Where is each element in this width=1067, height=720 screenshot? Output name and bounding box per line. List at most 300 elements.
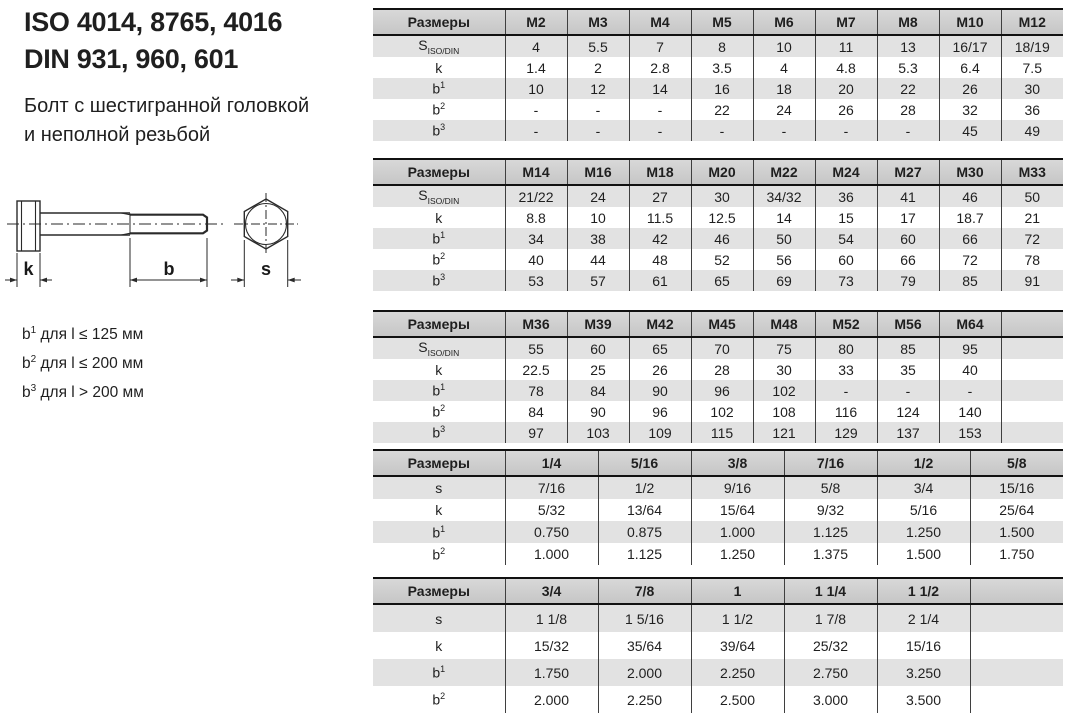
table-header-row: [373, 159, 1063, 185]
row-label: $b^2$: [432, 691, 446, 708]
table-cell: 72: [1001, 228, 1063, 249]
table-cell: [1001, 359, 1063, 380]
table-cell: 41: [877, 185, 939, 207]
table-cell: 13/64: [598, 499, 691, 521]
k-dimension-label: k: [23, 259, 34, 279]
table-cell: 39/64: [691, 632, 784, 659]
table-cell: 25/32: [784, 632, 877, 659]
table-cell: [970, 632, 1063, 659]
column-header: 7/16: [784, 450, 877, 476]
table-inch-small: [373, 449, 1063, 565]
table-cell: 72: [939, 249, 1001, 270]
column-header: M27: [877, 159, 939, 185]
table-cell: 5/16: [877, 499, 970, 521]
table-cell: 84: [567, 380, 629, 401]
table-cell: 18.7: [939, 207, 1001, 228]
table-cell: 4: [505, 35, 567, 57]
table-cell: -: [815, 380, 877, 401]
row-label: $b^2$: [432, 251, 446, 268]
bolt-side-view: [7, 201, 223, 251]
table-cell: 1.000: [691, 521, 784, 543]
table-cell: 35/64: [598, 632, 691, 659]
row-label: k: [435, 502, 443, 518]
column-header: M64: [939, 311, 1001, 337]
table-cell: 22: [877, 78, 939, 99]
column-header: M3: [567, 9, 629, 35]
table-cell: 56: [753, 249, 815, 270]
table-cell: 1 1/8: [505, 604, 598, 632]
row-label: $b^1$: [432, 523, 446, 541]
table-cell: 95: [939, 337, 1001, 359]
table-cell: -: [877, 380, 939, 401]
row-label: $b^1$: [432, 230, 446, 247]
table-cell: 65: [691, 270, 753, 291]
table-cell: 24: [567, 185, 629, 207]
table-cell: 1/2: [598, 476, 691, 499]
row-label: $b^2$: [432, 403, 446, 420]
table-row: [373, 543, 1063, 565]
hex-front-view: [234, 193, 298, 255]
column-header: M48: [753, 311, 815, 337]
table-cell: 129: [815, 422, 877, 443]
table-cell: 153: [939, 422, 1001, 443]
sizes-header-cell: Размеры: [373, 311, 505, 337]
table-cell: 48: [629, 249, 691, 270]
table-row: [373, 476, 1063, 499]
table-cell: 17: [877, 207, 939, 228]
table-cell: 5/32: [505, 499, 598, 521]
column-header: M2: [505, 9, 567, 35]
table-cell: 8.8: [505, 207, 567, 228]
table-cell: 26: [939, 78, 1001, 99]
column-header: M39: [567, 311, 629, 337]
column-header: 1/2: [877, 450, 970, 476]
table-cell: 61: [629, 270, 691, 291]
column-header: [970, 578, 1063, 604]
table-row: [373, 78, 1063, 99]
column-header: M52: [815, 311, 877, 337]
standards-title: [24, 4, 282, 78]
table-cell: 7.5: [1001, 57, 1063, 78]
iso-standards-line: ISO 4014, 8765, 4016: [24, 7, 283, 37]
table-cell: 9/16: [691, 476, 784, 499]
column-header: M7: [815, 9, 877, 35]
table-cell: 15/32: [505, 632, 598, 659]
table-cell: 5.5: [567, 35, 629, 57]
table-cell: 1 1/2: [691, 604, 784, 632]
table-cell: 121: [753, 422, 815, 443]
table-cell: 96: [629, 401, 691, 422]
table-cell: 1.500: [877, 543, 970, 565]
column-header: 5/16: [598, 450, 691, 476]
table-cell: 20: [815, 78, 877, 99]
column-header: M33: [1001, 159, 1063, 185]
table-cell: [1001, 401, 1063, 422]
table-cell: 85: [877, 337, 939, 359]
row-label: s: [435, 480, 443, 496]
column-header: M10: [939, 9, 1001, 35]
table-cell: 65: [629, 337, 691, 359]
table-cell: 46: [691, 228, 753, 249]
table-cell: 1.125: [598, 543, 691, 565]
thread-length-footnotes: [22, 318, 144, 405]
row-label: $S_{ISO/DIN}$: [418, 339, 460, 358]
table-cell: 30: [753, 359, 815, 380]
table-cell: 16/17: [939, 35, 1001, 57]
table-row: [373, 57, 1063, 78]
table-cell: 6.4: [939, 57, 1001, 78]
column-header: M42: [629, 311, 691, 337]
table-cell: 2 1/4: [877, 604, 970, 632]
dimension-table: [373, 158, 1063, 291]
table-cell: 2.750: [784, 659, 877, 686]
sizes-header-cell: Размеры: [373, 450, 505, 476]
table-cell: 140: [939, 401, 1001, 422]
table-cell: 52: [691, 249, 753, 270]
column-header: M4: [629, 9, 691, 35]
column-header: M24: [815, 159, 877, 185]
table-cell: 21: [1001, 207, 1063, 228]
table-cell: 78: [505, 380, 567, 401]
table-cell: 1 5/16: [598, 604, 691, 632]
table-cell: -: [629, 120, 691, 141]
row-label: k: [435, 209, 443, 226]
table-cell: 38: [567, 228, 629, 249]
b-dimension-label: b: [163, 259, 175, 279]
table-cell: [970, 686, 1063, 713]
table-header-row: [373, 450, 1063, 476]
row-label: $b^2$: [432, 101, 446, 118]
table-cell: [1001, 422, 1063, 443]
table-cell: 97: [505, 422, 567, 443]
bolt-technical-drawing: [3, 186, 338, 316]
table-cell: 66: [939, 228, 1001, 249]
table-cell: -: [815, 120, 877, 141]
table-cell: 84: [505, 401, 567, 422]
table-cell: 0.750: [505, 521, 598, 543]
table-cell: 15/64: [691, 499, 784, 521]
row-label: k: [435, 637, 443, 654]
table-cell: 28: [877, 99, 939, 120]
column-header: M56: [877, 311, 939, 337]
table-cell: 15/16: [970, 476, 1063, 499]
table-cell: 35: [877, 359, 939, 380]
table-cell: 1.500: [970, 521, 1063, 543]
row-label: $b^3$: [432, 122, 446, 139]
dimension-table: [373, 8, 1063, 141]
row-label: s: [435, 610, 443, 627]
table-cell: 22.5: [505, 359, 567, 380]
table-cell: 1.750: [970, 543, 1063, 565]
column-header: 1/4: [505, 450, 598, 476]
table-metric-m2-m12: [373, 8, 1063, 141]
table-cell: 0.875: [598, 521, 691, 543]
table-row: [373, 359, 1063, 380]
table-row: [373, 249, 1063, 270]
table-cell: 2.000: [598, 659, 691, 686]
table-cell: 42: [629, 228, 691, 249]
column-header: 1: [691, 578, 784, 604]
row-label: $b^1$: [432, 80, 446, 97]
table-row: [373, 35, 1063, 57]
table-metric-m36-m64: [373, 310, 1063, 443]
table-cell: 44: [567, 249, 629, 270]
description-line-1: Болт с шестигранной головкой: [24, 95, 310, 117]
table-row: [373, 185, 1063, 207]
table-cell: 1.250: [691, 543, 784, 565]
table-cell: 21/22: [505, 185, 567, 207]
table-header-row: [373, 578, 1063, 604]
table-cell: -: [753, 120, 815, 141]
table-cell: 12.5: [691, 207, 753, 228]
sizes-header-cell: Размеры: [373, 578, 505, 604]
table-cell: 91: [1001, 270, 1063, 291]
table-cell: 102: [753, 380, 815, 401]
column-header: M12: [1001, 9, 1063, 35]
table-cell: 36: [1001, 99, 1063, 120]
table-cell: 10: [753, 35, 815, 57]
table-cell: -: [505, 120, 567, 141]
table-cell: 124: [877, 401, 939, 422]
table-row: [373, 380, 1063, 401]
table-inch-large: [373, 577, 1063, 713]
column-header: 1 1/2: [877, 578, 970, 604]
row-label: k: [435, 59, 443, 76]
row-label: $b^3$: [432, 272, 446, 289]
table-row: [373, 686, 1063, 713]
table-row: [373, 99, 1063, 120]
table-cell: 30: [1001, 78, 1063, 99]
column-header: M14: [505, 159, 567, 185]
table-cell: 30: [691, 185, 753, 207]
table-cell: 5.3: [877, 57, 939, 78]
dimension-table: [373, 577, 1063, 713]
sizes-header-cell: Размеры: [373, 159, 505, 185]
table-cell: 22: [691, 99, 753, 120]
table-cell: 85: [939, 270, 1001, 291]
table-cell: 79: [877, 270, 939, 291]
product-description: [24, 92, 309, 150]
table-cell: 1.250: [877, 521, 970, 543]
table-cell: 11.5: [629, 207, 691, 228]
table-cell: -: [939, 380, 1001, 401]
table-row: [373, 499, 1063, 521]
table-cell: 53: [505, 270, 567, 291]
table-cell: 115: [691, 422, 753, 443]
dimension-table: [373, 449, 1063, 565]
table-row: [373, 207, 1063, 228]
table-row: [373, 632, 1063, 659]
column-header: M16: [567, 159, 629, 185]
table-cell: -: [567, 120, 629, 141]
table-cell: 3.250: [877, 659, 970, 686]
table-cell: 5/8: [784, 476, 877, 499]
description-line-2: и неполной резьбой: [24, 124, 211, 146]
table-cell: 3.5: [691, 57, 753, 78]
dimension-table: [373, 310, 1063, 443]
table-header-row: [373, 311, 1063, 337]
table-cell: 7: [629, 35, 691, 57]
table-cell: 50: [1001, 185, 1063, 207]
column-header: M5: [691, 9, 753, 35]
table-cell: 46: [939, 185, 1001, 207]
table-cell: 90: [567, 401, 629, 422]
column-header: M45: [691, 311, 753, 337]
table-cell: 24: [753, 99, 815, 120]
table-cell: 1.750: [505, 659, 598, 686]
table-cell: 60: [815, 249, 877, 270]
table-cell: 45: [939, 120, 1001, 141]
table-cell: 60: [567, 337, 629, 359]
column-header: M30: [939, 159, 1001, 185]
table-cell: 26: [629, 359, 691, 380]
sizes-header-cell: Размеры: [373, 9, 505, 35]
table-row: [373, 120, 1063, 141]
table-row: [373, 521, 1063, 543]
table-cell: 102: [691, 401, 753, 422]
table-cell: 40: [939, 359, 1001, 380]
column-header: M20: [691, 159, 753, 185]
table-cell: 7/16: [505, 476, 598, 499]
table-cell: 75: [753, 337, 815, 359]
table-row: [373, 659, 1063, 686]
table-cell: 109: [629, 422, 691, 443]
din-standards-line: DIN 931, 960, 601: [24, 44, 239, 74]
table-cell: 2.500: [691, 686, 784, 713]
table-cell: 18: [753, 78, 815, 99]
table-cell: 2.250: [598, 686, 691, 713]
table-cell: 3.500: [877, 686, 970, 713]
table-cell: 66: [877, 249, 939, 270]
table-cell: 34/32: [753, 185, 815, 207]
footnote-line-3: $b^3$ для l > 200 мм: [22, 383, 144, 402]
table-cell: 2: [567, 57, 629, 78]
row-label: $b^1$: [432, 664, 446, 681]
table-cell: -: [567, 99, 629, 120]
table-cell: 9/32: [784, 499, 877, 521]
table-cell: 69: [753, 270, 815, 291]
column-header: 1 1/4: [784, 578, 877, 604]
table-cell: 116: [815, 401, 877, 422]
table-cell: -: [629, 99, 691, 120]
row-label: k: [435, 361, 443, 378]
table-cell: 4.8: [815, 57, 877, 78]
table-cell: 137: [877, 422, 939, 443]
table-cell: 12: [567, 78, 629, 99]
column-header: M6: [753, 9, 815, 35]
table-cell: 8: [691, 35, 753, 57]
table-cell: 40: [505, 249, 567, 270]
table-cell: -: [877, 120, 939, 141]
table-row: [373, 270, 1063, 291]
table-row: [373, 337, 1063, 359]
s-dimension-label: s: [260, 259, 272, 279]
column-header: M22: [753, 159, 815, 185]
table-cell: [1001, 380, 1063, 401]
table-cell: 25: [567, 359, 629, 380]
table-cell: 55: [505, 337, 567, 359]
column-header: M36: [505, 311, 567, 337]
row-label: $b^3$: [432, 424, 446, 441]
table-metric-m14-m33: [373, 158, 1063, 291]
table-cell: 96: [691, 380, 753, 401]
table-cell: 1.375: [784, 543, 877, 565]
column-header: M8: [877, 9, 939, 35]
table-cell: 15: [815, 207, 877, 228]
row-label: $b^2$: [432, 545, 446, 563]
table-cell: 3.000: [784, 686, 877, 713]
table-cell: 25/64: [970, 499, 1063, 521]
table-cell: 10: [505, 78, 567, 99]
column-header: 3/8: [691, 450, 784, 476]
table-cell: 1.4: [505, 57, 567, 78]
table-cell: 80: [815, 337, 877, 359]
footnote-line-1: $b^1$ для l ≤ 125 мм: [22, 325, 144, 344]
table-cell: -: [691, 120, 753, 141]
table-row: [373, 228, 1063, 249]
table-cell: 34: [505, 228, 567, 249]
table-cell: 33: [815, 359, 877, 380]
table-cell: 108: [753, 401, 815, 422]
table-cell: 26: [815, 99, 877, 120]
table-cell: 2.250: [691, 659, 784, 686]
table-cell: 60: [877, 228, 939, 249]
table-cell: 1 7/8: [784, 604, 877, 632]
table-cell: 36: [815, 185, 877, 207]
table-cell: 2.000: [505, 686, 598, 713]
table-cell: 13: [877, 35, 939, 57]
table-cell: 50: [753, 228, 815, 249]
table-cell: 49: [1001, 120, 1063, 141]
table-cell: 3/4: [877, 476, 970, 499]
column-header: 5/8: [970, 450, 1063, 476]
table-cell: 14: [629, 78, 691, 99]
table-cell: 18/19: [1001, 35, 1063, 57]
table-cell: 57: [567, 270, 629, 291]
table-cell: 78: [1001, 249, 1063, 270]
table-cell: 27: [629, 185, 691, 207]
row-label: $S_{ISO/DIN}$: [418, 37, 460, 56]
row-label: $S_{ISO/DIN}$: [418, 187, 460, 206]
table-cell: 15/16: [877, 632, 970, 659]
table-cell: 32: [939, 99, 1001, 120]
table-cell: 11: [815, 35, 877, 57]
table-cell: 103: [567, 422, 629, 443]
table-cell: 10: [567, 207, 629, 228]
table-cell: 4: [753, 57, 815, 78]
column-header: 3/4: [505, 578, 598, 604]
table-cell: 54: [815, 228, 877, 249]
table-cell: [970, 659, 1063, 686]
table-cell: 1.000: [505, 543, 598, 565]
table-cell: 70: [691, 337, 753, 359]
table-row: [373, 422, 1063, 443]
table-cell: 14: [753, 207, 815, 228]
table-cell: [1001, 337, 1063, 359]
table-cell: 28: [691, 359, 753, 380]
table-cell: 2.8: [629, 57, 691, 78]
table-header-row: [373, 9, 1063, 35]
column-header: 7/8: [598, 578, 691, 604]
table-cell: 16: [691, 78, 753, 99]
table-cell: [970, 604, 1063, 632]
table-cell: 1.125: [784, 521, 877, 543]
table-cell: 90: [629, 380, 691, 401]
table-cell: 73: [815, 270, 877, 291]
table-row: [373, 401, 1063, 422]
column-header: [1001, 311, 1063, 337]
row-label: $b^1$: [432, 382, 446, 399]
